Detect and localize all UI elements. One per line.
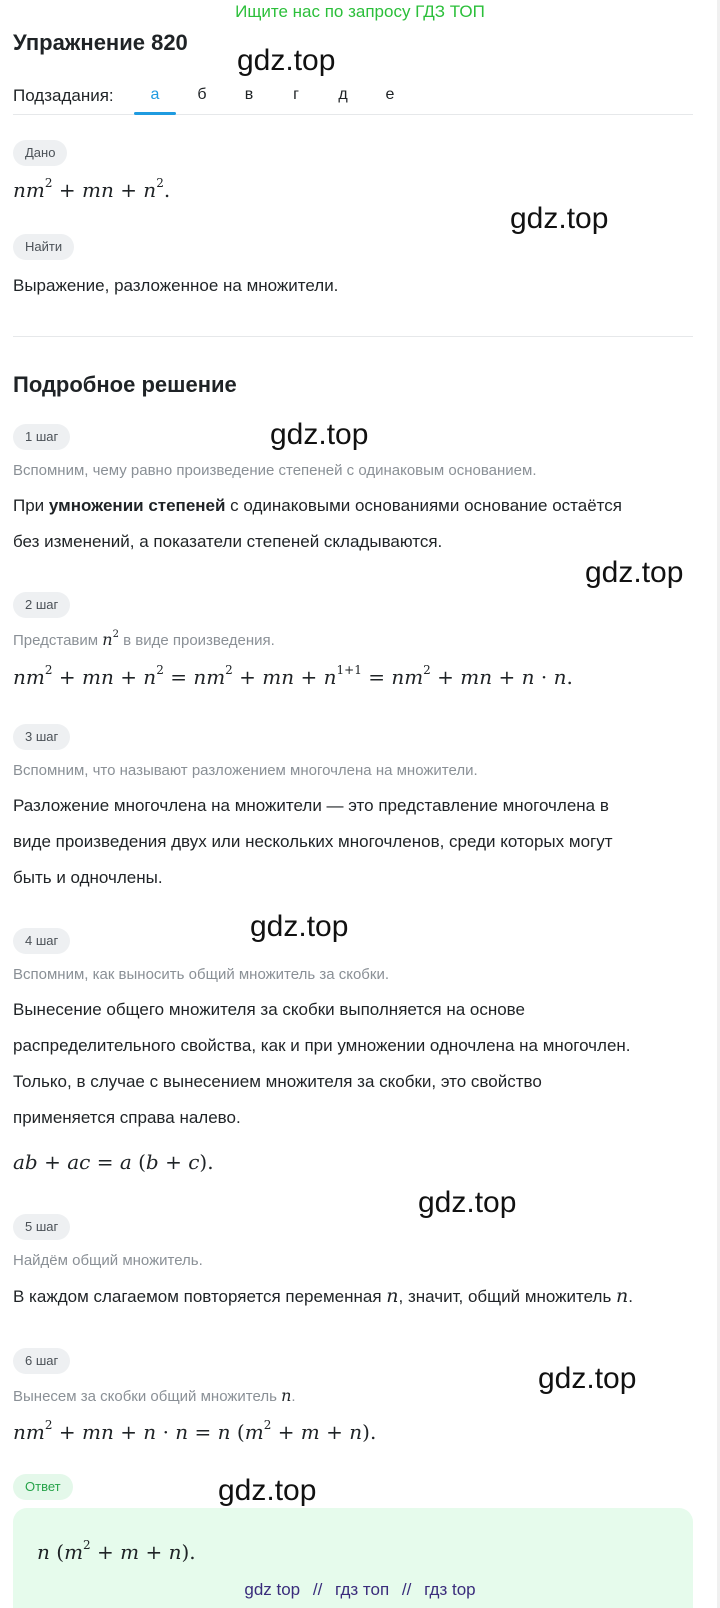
step-4-line-2: распределительного свойства, как и при умножении одночлена на многочлен.: [13, 1036, 631, 1055]
step-6-expression: $nm^2$ + mn + n · n = n $(m^2 + m + n)$.: [13, 1418, 377, 1444]
step-4-chip: 4 шаг: [13, 928, 70, 954]
footer-links: [0, 1580, 720, 1600]
step-3-line-1: Разложение многочлена на множители — это представление многочлена в: [13, 796, 609, 815]
given-chip: Дано: [13, 140, 67, 166]
watermark-6: gdz.top: [418, 1186, 517, 1219]
tab-e[interactable]: е: [385, 86, 395, 103]
tab-b[interactable]: б: [197, 86, 207, 103]
active-tab-indicator: [134, 112, 176, 115]
step-5-hint: Найдём общий множитель.: [13, 1252, 203, 1269]
step-3-line-3: быть и одночлены.: [13, 868, 163, 887]
watermark-5: gdz.top: [250, 910, 349, 943]
answer-expression: n $(m^2 + m + n)$.: [37, 1538, 196, 1564]
step-1-chip: 1 шаг: [13, 424, 70, 450]
exercise-title: Упражнение 820: [13, 30, 188, 55]
tab-a[interactable]: а: [150, 86, 160, 103]
promo-banner[interactable]: Ищите нас по запросу ГДЗ ТОП: [235, 2, 485, 21]
step-2-hint: Представим $n^2$ в виде произведения.: [13, 628, 275, 649]
step-4-hint: Вспомним, как выносить общий множитель за скобки.: [13, 966, 389, 983]
watermark-3: gdz.top: [270, 418, 369, 451]
step-4-expression: ab + ac = a (b + c).: [13, 1150, 214, 1174]
step-5-text: В каждом слагаемом повторяется переменная n, значит, общий множитель n.: [13, 1285, 634, 1307]
watermark-8: gdz.top: [218, 1474, 317, 1507]
step-3-hint: Вспомним, что называют разложением многочлена на множители.: [13, 762, 478, 779]
step-6-chip: 6 шаг: [13, 1348, 70, 1374]
step-4-line-3: Только, в случае с вынесением множителя за скобки, это свойство: [13, 1072, 542, 1091]
step-5-chip: 5 шаг: [13, 1214, 70, 1240]
step-4-line-1: Вынесение общего множителя за скобки выполняется на основе: [13, 1000, 525, 1019]
find-chip: Найти: [13, 234, 74, 260]
watermark-1: gdz.top: [237, 44, 336, 77]
watermark-4: gdz.top: [585, 556, 684, 589]
step-1-hint: Вспомним, чему равно произведение степеней с одинаковым основанием.: [13, 462, 537, 479]
solution-title: Подробное решение: [13, 372, 237, 397]
footer-sep-2: //: [401, 1580, 412, 1599]
step-3-chip: 3 шаг: [13, 724, 70, 750]
answer-chip: Ответ: [13, 1474, 73, 1500]
tab-d[interactable]: д: [338, 86, 348, 103]
footer-sep-1: //: [312, 1580, 323, 1599]
tab-v[interactable]: в: [244, 86, 254, 103]
step-2-expression: $nm^2$ + mn + $n^2 = nm^2$ + mn + $n^{1+1} = nm^2$ + mn + n · n.: [13, 663, 573, 689]
footer-link-3[interactable]: гдз top: [424, 1580, 476, 1599]
step-4-line-4: применяется справа налево.: [13, 1108, 241, 1127]
step-3-line-2: виде произведения двух или нескольких многочленов, среди которых могут: [13, 832, 613, 851]
watermark-7: gdz.top: [538, 1362, 637, 1395]
step-6-hint: Вынесем за скобки общий множитель n.: [13, 1386, 296, 1405]
footer-link-1[interactable]: gdz top: [244, 1580, 301, 1599]
watermark-2: gdz.top: [510, 202, 609, 235]
tabs-divider: [13, 114, 693, 115]
step-2-chip: 2 шаг: [13, 592, 70, 618]
section-divider: [13, 336, 693, 337]
tab-g[interactable]: г: [293, 86, 299, 103]
given-expression: $nm^2$ + mn + $n^2$.: [13, 176, 171, 202]
subtasks-label: Подзадания:: [13, 86, 114, 105]
step-1-text-line2: без изменений, а показатели степеней складываются.: [13, 532, 443, 551]
step-1-text-line1: При умножении степеней с одинаковыми основаниями основание остаётся: [13, 496, 622, 515]
footer-link-2[interactable]: гдз топ: [335, 1580, 390, 1599]
find-text: Выражение, разложенное на множители.: [13, 276, 339, 295]
